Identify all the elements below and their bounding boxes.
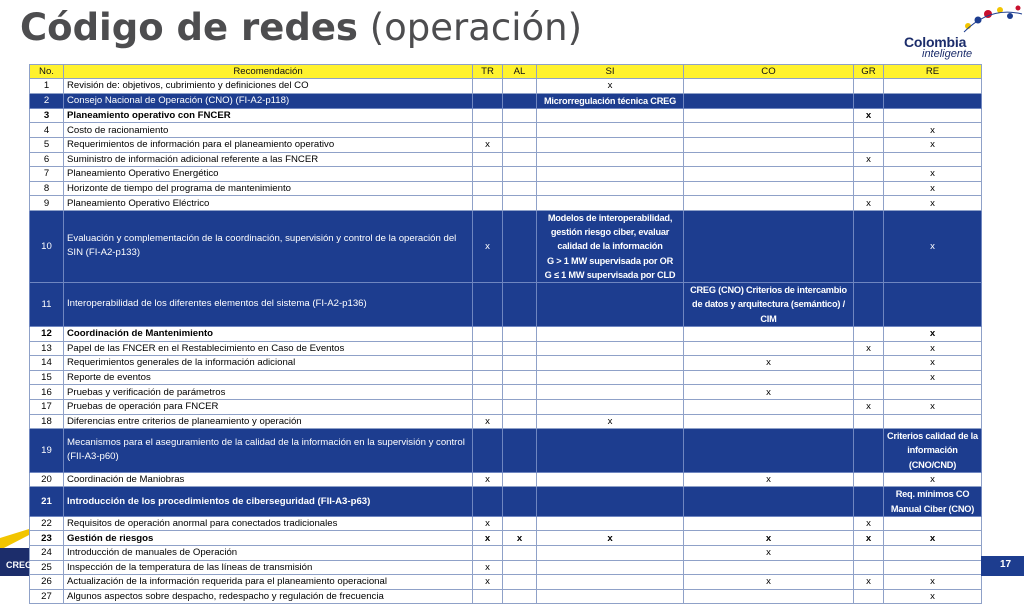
cell-si bbox=[537, 152, 684, 167]
cell-co bbox=[684, 399, 854, 414]
cell-no: 19 bbox=[30, 429, 64, 473]
cell-re: x bbox=[884, 326, 982, 341]
cell-si bbox=[537, 167, 684, 182]
cell-tr: x bbox=[473, 560, 503, 575]
cell-gr bbox=[854, 282, 884, 326]
table-row bbox=[30, 282, 982, 326]
cell-tr: x bbox=[473, 414, 503, 429]
table-row bbox=[30, 472, 982, 487]
cell-recomendacion: Requerimientos de información para el planeamiento operativo bbox=[64, 137, 473, 152]
cell-si bbox=[537, 399, 684, 414]
cell-no: 8 bbox=[30, 181, 64, 196]
cell-gr bbox=[854, 414, 884, 429]
cell-co: CREG (CNO) Criterios de intercambio de datos y arquitectura (semántico) / CIM bbox=[684, 282, 854, 326]
cell-no: 9 bbox=[30, 196, 64, 211]
cell-gr: x bbox=[854, 516, 884, 531]
cell-no: 21 bbox=[30, 487, 64, 516]
logo-dots-icon bbox=[960, 4, 1024, 38]
cell-re bbox=[884, 93, 982, 108]
cell-co: x bbox=[684, 545, 854, 560]
cell-si bbox=[537, 429, 684, 473]
cell-tr bbox=[473, 93, 503, 108]
cell-gr bbox=[854, 181, 884, 196]
cell-recomendacion: Interoperabilidad de los diferentes elementos del sistema (FI-A2-p136) bbox=[64, 282, 473, 326]
table-header-row bbox=[30, 65, 982, 79]
cell-al bbox=[503, 545, 537, 560]
cell-gr bbox=[854, 167, 884, 182]
cell-si bbox=[537, 356, 684, 371]
cell-tr bbox=[473, 487, 503, 516]
cell-no: 10 bbox=[30, 210, 64, 282]
cell-recomendacion: Consejo Nacional de Operación (CNO) (FI-A2-p118) bbox=[64, 93, 473, 108]
cell-al bbox=[503, 326, 537, 341]
cell-si: Microrregulación técnica CREG bbox=[537, 93, 684, 108]
cell-gr: x bbox=[854, 152, 884, 167]
header-no: No. bbox=[30, 65, 64, 79]
table-row bbox=[30, 429, 982, 473]
cell-al: x bbox=[503, 531, 537, 546]
cell-al bbox=[503, 137, 537, 152]
cell-re: Req. mínimos CO Manual Ciber (CNO) bbox=[884, 487, 982, 516]
cell-tr bbox=[473, 545, 503, 560]
cell-recomendacion: Planeamiento Operativo Eléctrico bbox=[64, 196, 473, 211]
cell-recomendacion: Introducción de manuales de Operación bbox=[64, 545, 473, 560]
cell-re bbox=[884, 414, 982, 429]
cell-co: x bbox=[684, 472, 854, 487]
cell-recomendacion: Evaluación y complementación de la coordinación, supervisión y control de la operación del SIN (FI-A2-p133) bbox=[64, 210, 473, 282]
cell-si: x bbox=[537, 531, 684, 546]
cell-tr bbox=[473, 385, 503, 400]
table-row bbox=[30, 196, 982, 211]
cell-gr bbox=[854, 589, 884, 604]
table-row bbox=[30, 181, 982, 196]
cell-no: 23 bbox=[30, 531, 64, 546]
cell-tr: x bbox=[473, 137, 503, 152]
logo-tagline: inteligente bbox=[922, 48, 973, 60]
table-row bbox=[30, 79, 982, 94]
cell-no: 17 bbox=[30, 399, 64, 414]
cell-si: Modelos de interoperabilidad, gestión riesgo ciber, evaluar calidad de la información G > 1 MW supervisada por OR G ≤ 1 MW supervisada por CLD bbox=[537, 210, 684, 282]
cell-no: 16 bbox=[30, 385, 64, 400]
cell-re bbox=[884, 385, 982, 400]
cell-re: x bbox=[884, 167, 982, 182]
cell-co bbox=[684, 589, 854, 604]
cell-gr: x bbox=[854, 531, 884, 546]
cell-no: 13 bbox=[30, 341, 64, 356]
cell-recomendacion: Algunos aspectos sobre despacho, redespacho y regulación de frecuencia bbox=[64, 589, 473, 604]
cell-co bbox=[684, 487, 854, 516]
table-row bbox=[30, 356, 982, 371]
cell-co bbox=[684, 341, 854, 356]
cell-si: x bbox=[537, 414, 684, 429]
cell-al bbox=[503, 167, 537, 182]
cell-recomendacion: Pruebas y verificación de parámetros bbox=[64, 385, 473, 400]
header-si: SI bbox=[537, 65, 684, 79]
cell-no: 5 bbox=[30, 137, 64, 152]
cell-co bbox=[684, 210, 854, 282]
table-row bbox=[30, 399, 982, 414]
cell-tr bbox=[473, 370, 503, 385]
cell-tr bbox=[473, 399, 503, 414]
cell-al bbox=[503, 79, 537, 94]
cell-tr: x bbox=[473, 472, 503, 487]
cell-recomendacion: Revisión de: objetivos, cubrimiento y definiciones del CO bbox=[64, 79, 473, 94]
cell-re: x bbox=[884, 575, 982, 590]
cell-no: 20 bbox=[30, 472, 64, 487]
table-row bbox=[30, 210, 982, 282]
table-row bbox=[30, 516, 982, 531]
cell-re bbox=[884, 152, 982, 167]
table-row bbox=[30, 152, 982, 167]
cell-no: 7 bbox=[30, 167, 64, 182]
cell-co bbox=[684, 516, 854, 531]
cell-re: x bbox=[884, 181, 982, 196]
cell-re bbox=[884, 516, 982, 531]
cell-si bbox=[537, 560, 684, 575]
cell-co bbox=[684, 414, 854, 429]
cell-recomendacion: Diferencias entre criterios de planeamiento y operación bbox=[64, 414, 473, 429]
cell-recomendacion: Planeamiento Operativo Energético bbox=[64, 167, 473, 182]
cell-tr bbox=[473, 123, 503, 138]
cell-recomendacion: Papel de las FNCER en el Restablecimiento en Caso de Eventos bbox=[64, 341, 473, 356]
cell-gr: x bbox=[854, 341, 884, 356]
cell-tr bbox=[473, 589, 503, 604]
cell-no: 25 bbox=[30, 560, 64, 575]
cell-recomendacion: Suministro de información adicional referente a las FNCER bbox=[64, 152, 473, 167]
cell-tr: x bbox=[473, 516, 503, 531]
cell-si bbox=[537, 516, 684, 531]
table-row bbox=[30, 531, 982, 546]
cell-co bbox=[684, 167, 854, 182]
cell-no: 11 bbox=[30, 282, 64, 326]
header-recomendacion: Recomendación bbox=[64, 65, 473, 79]
cell-si bbox=[537, 326, 684, 341]
cell-tr bbox=[473, 79, 503, 94]
cell-recomendacion: Actualización de la información requerida para el planeamiento operacional bbox=[64, 575, 473, 590]
cell-gr: x bbox=[854, 399, 884, 414]
cell-al bbox=[503, 123, 537, 138]
cell-gr bbox=[854, 210, 884, 282]
cell-gr: x bbox=[854, 196, 884, 211]
cell-tr bbox=[473, 181, 503, 196]
cell-si bbox=[537, 123, 684, 138]
cell-tr bbox=[473, 326, 503, 341]
cell-tr bbox=[473, 282, 503, 326]
cell-recomendacion: Planeamiento operativo con FNCER bbox=[64, 108, 473, 123]
table-row bbox=[30, 93, 982, 108]
cell-gr bbox=[854, 326, 884, 341]
cell-recomendacion: Gestión de riesgos bbox=[64, 531, 473, 546]
cell-si bbox=[537, 282, 684, 326]
cell-recomendacion: Inspección de la temperatura de las líneas de transmisión bbox=[64, 560, 473, 575]
table-row bbox=[30, 385, 982, 400]
cell-gr bbox=[854, 137, 884, 152]
slide-title-sub: (operación) bbox=[369, 6, 583, 49]
cell-al bbox=[503, 399, 537, 414]
cell-no: 15 bbox=[30, 370, 64, 385]
cell-tr bbox=[473, 429, 503, 473]
cell-si bbox=[537, 181, 684, 196]
cell-al bbox=[503, 589, 537, 604]
cell-si: x bbox=[537, 79, 684, 94]
cell-no: 2 bbox=[30, 93, 64, 108]
cell-re: x bbox=[884, 356, 982, 371]
cell-al bbox=[503, 414, 537, 429]
decorative-stripe bbox=[0, 520, 29, 550]
cell-re: x bbox=[884, 196, 982, 211]
table-row bbox=[30, 167, 982, 182]
slide-title bbox=[20, 8, 582, 49]
cell-si bbox=[537, 137, 684, 152]
cell-al bbox=[503, 341, 537, 356]
cell-al bbox=[503, 93, 537, 108]
table-row bbox=[30, 123, 982, 138]
header-tr: TR bbox=[473, 65, 503, 79]
cell-al bbox=[503, 152, 537, 167]
cell-tr: x bbox=[473, 531, 503, 546]
cell-al bbox=[503, 560, 537, 575]
cell-no: 3 bbox=[30, 108, 64, 123]
footer-label: CREG bbox=[6, 560, 33, 570]
cell-gr: x bbox=[854, 108, 884, 123]
cell-no: 22 bbox=[30, 516, 64, 531]
cell-gr bbox=[854, 356, 884, 371]
cell-co bbox=[684, 181, 854, 196]
cell-co bbox=[684, 108, 854, 123]
cell-re: x bbox=[884, 531, 982, 546]
cell-al bbox=[503, 370, 537, 385]
cell-no: 1 bbox=[30, 79, 64, 94]
table-row bbox=[30, 560, 982, 575]
cell-co bbox=[684, 370, 854, 385]
cell-re bbox=[884, 560, 982, 575]
recommendations-table-container bbox=[29, 64, 981, 602]
cell-si bbox=[537, 472, 684, 487]
cell-al bbox=[503, 282, 537, 326]
cell-no: 14 bbox=[30, 356, 64, 371]
cell-co: x bbox=[684, 356, 854, 371]
cell-si bbox=[537, 108, 684, 123]
cell-gr bbox=[854, 487, 884, 516]
header-re: RE bbox=[884, 65, 982, 79]
cell-si bbox=[537, 196, 684, 211]
cell-no: 27 bbox=[30, 589, 64, 604]
cell-al bbox=[503, 196, 537, 211]
cell-tr bbox=[473, 341, 503, 356]
cell-no: 26 bbox=[30, 575, 64, 590]
table-row bbox=[30, 137, 982, 152]
cell-re bbox=[884, 79, 982, 94]
cell-si bbox=[537, 370, 684, 385]
cell-co bbox=[684, 123, 854, 138]
cell-no: 12 bbox=[30, 326, 64, 341]
cell-al bbox=[503, 429, 537, 473]
cell-recomendacion: Reporte de eventos bbox=[64, 370, 473, 385]
cell-tr bbox=[473, 167, 503, 182]
slide-title-main: Código de redes bbox=[20, 6, 358, 49]
cell-recomendacion: Requerimientos generales de la información adicional bbox=[64, 356, 473, 371]
table-row bbox=[30, 370, 982, 385]
table-row bbox=[30, 341, 982, 356]
colombia-inteligente-logo bbox=[898, 4, 1024, 64]
cell-co: x bbox=[684, 385, 854, 400]
cell-gr bbox=[854, 385, 884, 400]
cell-co bbox=[684, 93, 854, 108]
cell-co: x bbox=[684, 531, 854, 546]
cell-re: Criterios calidad de la información (CNO/CND) bbox=[884, 429, 982, 473]
cell-re: x bbox=[884, 589, 982, 604]
cell-co bbox=[684, 79, 854, 94]
header-co: CO bbox=[684, 65, 854, 79]
logo-name: Colombia bbox=[904, 34, 967, 50]
cell-co bbox=[684, 560, 854, 575]
cell-al bbox=[503, 575, 537, 590]
cell-re: x bbox=[884, 137, 982, 152]
table-row bbox=[30, 589, 982, 604]
cell-recomendacion: Costo de racionamiento bbox=[64, 123, 473, 138]
cell-recomendacion: Coordinación de Maniobras bbox=[64, 472, 473, 487]
cell-tr bbox=[473, 196, 503, 211]
table-row bbox=[30, 487, 982, 516]
cell-tr: x bbox=[473, 210, 503, 282]
cell-gr bbox=[854, 79, 884, 94]
table-row bbox=[30, 545, 982, 560]
cell-re: x bbox=[884, 210, 982, 282]
cell-re bbox=[884, 282, 982, 326]
cell-al bbox=[503, 472, 537, 487]
cell-re: x bbox=[884, 472, 982, 487]
cell-no: 18 bbox=[30, 414, 64, 429]
cell-re: x bbox=[884, 370, 982, 385]
cell-re: x bbox=[884, 399, 982, 414]
cell-co bbox=[684, 196, 854, 211]
cell-co: x bbox=[684, 575, 854, 590]
table-row bbox=[30, 414, 982, 429]
cell-recomendacion: Coordinación de Mantenimiento bbox=[64, 326, 473, 341]
cell-gr bbox=[854, 93, 884, 108]
cell-re bbox=[884, 108, 982, 123]
cell-recomendacion: Mecanismos para el aseguramiento de la calidad de la información en la supervisión y control (FII-A3-p60) bbox=[64, 429, 473, 473]
page-number: 17 bbox=[1000, 559, 1012, 570]
cell-gr bbox=[854, 123, 884, 138]
cell-si bbox=[537, 589, 684, 604]
cell-gr bbox=[854, 545, 884, 560]
cell-gr bbox=[854, 429, 884, 473]
cell-co bbox=[684, 326, 854, 341]
cell-tr bbox=[473, 108, 503, 123]
cell-recomendacion: Requisitos de operación anormal para conectados tradicionales bbox=[64, 516, 473, 531]
table-row bbox=[30, 575, 982, 590]
cell-co bbox=[684, 429, 854, 473]
cell-re: x bbox=[884, 341, 982, 356]
cell-si bbox=[537, 341, 684, 356]
recommendations-table bbox=[29, 64, 982, 604]
header-gr: GR bbox=[854, 65, 884, 79]
cell-al bbox=[503, 356, 537, 371]
cell-tr bbox=[473, 152, 503, 167]
cell-co bbox=[684, 152, 854, 167]
cell-no: 6 bbox=[30, 152, 64, 167]
cell-si bbox=[537, 385, 684, 400]
cell-re bbox=[884, 545, 982, 560]
cell-no: 4 bbox=[30, 123, 64, 138]
cell-al bbox=[503, 487, 537, 516]
cell-al bbox=[503, 516, 537, 531]
cell-si bbox=[537, 487, 684, 516]
cell-re: x bbox=[884, 123, 982, 138]
cell-recomendacion: Pruebas de operación para FNCER bbox=[64, 399, 473, 414]
cell-al bbox=[503, 108, 537, 123]
cell-no: 24 bbox=[30, 545, 64, 560]
cell-recomendacion: Horizonte de tiempo del programa de mantenimiento bbox=[64, 181, 473, 196]
table-row bbox=[30, 326, 982, 341]
cell-al bbox=[503, 210, 537, 282]
cell-co bbox=[684, 137, 854, 152]
cell-tr bbox=[473, 356, 503, 371]
cell-gr: x bbox=[854, 575, 884, 590]
cell-tr: x bbox=[473, 575, 503, 590]
cell-recomendacion: Introducción de los procedimientos de ciberseguridad (FII-A3-p63) bbox=[64, 487, 473, 516]
cell-gr bbox=[854, 560, 884, 575]
cell-gr bbox=[854, 370, 884, 385]
table-row bbox=[30, 108, 982, 123]
cell-al bbox=[503, 385, 537, 400]
cell-al bbox=[503, 181, 537, 196]
cell-gr bbox=[854, 472, 884, 487]
cell-si bbox=[537, 545, 684, 560]
cell-si bbox=[537, 575, 684, 590]
header-al: AL bbox=[503, 65, 537, 79]
